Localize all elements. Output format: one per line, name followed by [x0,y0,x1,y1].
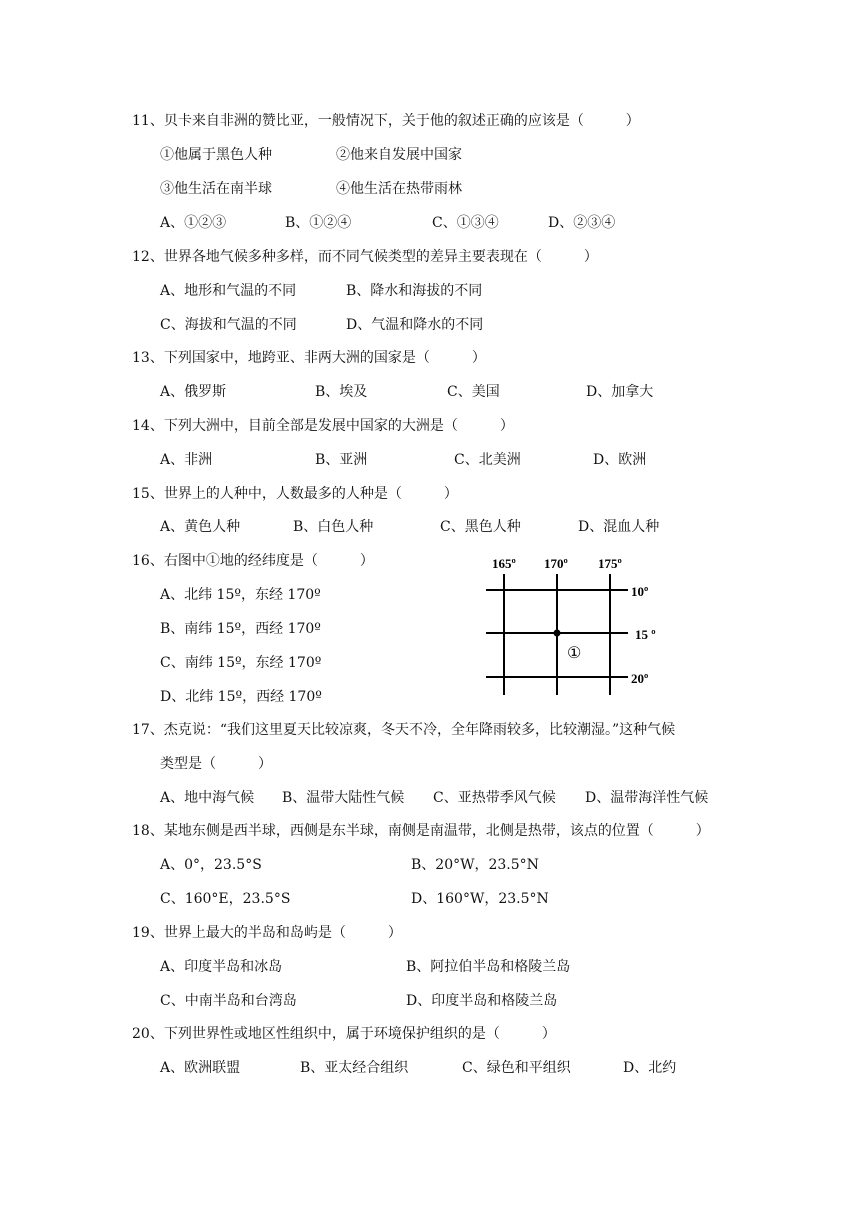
latitude-label-20: 20º [631,671,649,686]
location-marker-1: ① [567,645,582,662]
q11-option-c: C、①③④ [432,215,499,231]
q17-option-c: C、亚热带季风气候 [433,790,556,806]
q11-statement-2: ②他来自发展中国家 [336,147,462,163]
q13-option-a: A、俄罗斯 [160,384,227,400]
question-15-stem: 15、世界上的人种中，人数最多的人种是（ ） [132,486,458,502]
q13-option-b: B、埃及 [315,384,368,400]
question-13-stem: 13、下列国家中，地跨亚、非两大洲的国家是（ ） [132,350,486,366]
q19-option-a: A、印度半岛和冰岛 [160,959,283,975]
question-19-stem: 19、世界上最大的半岛和岛屿是（ ） [132,925,402,941]
q17-option-d: D、温带海洋性气候 [585,790,709,806]
q16-option-b: B、南纬 15º，西经 170º [160,621,321,637]
question-12-stem: 12、世界各地气候多种多样，而不同气候类型的差异主要表现在（ ） [132,249,598,265]
q19-option-d: D、印度半岛和格陵兰岛 [406,993,558,1009]
q15-option-a: A、黄色人种 [160,519,241,535]
q12-option-c: C、海拔和气温的不同 [160,317,297,333]
q20-option-a: A、欧洲联盟 [160,1060,241,1076]
q20-option-d: D、北约 [623,1060,677,1076]
q11-statement-4: ④他生活在热带雨林 [336,181,462,197]
q12-option-a: A、地形和气温的不同 [160,283,297,299]
question-18-stem: 18、某地东侧是西半球，西侧是东半球，南侧是南温带，北侧是热带，该点的位置（ ） [132,823,710,839]
q17-option-a: A、地中海气候 [160,790,255,806]
q12-option-b: B、降水和海拔的不同 [346,283,483,299]
question-17-stem-line1: 17、杰克说：“我们这里夏天比较凉爽，冬天不冷，全年降雨较多，比较潮湿。”这种气候 [132,722,676,738]
q20-option-c: C、绿色和平组织 [462,1060,571,1076]
question-20-stem: 20、下列世界性或地区性组织中，属于环境保护组织的是（ ） [132,1026,556,1042]
q17-option-b: B、温带大陆性气候 [282,790,405,806]
q11-option-a: A、①②③ [160,215,227,231]
q14-option-b: B、亚洲 [315,452,368,468]
q20-option-b: B、亚太经合组织 [300,1060,409,1076]
q18-option-d: D、160°W，23.5°N [411,891,549,907]
q14-option-c: C、北美洲 [454,452,521,468]
question-11-stem: 11、贝卡来自非洲的赞比亚，一般情况下，关于他的叙述正确的应该是（ ） [132,113,640,129]
q19-option-c: C、中南半岛和台湾岛 [160,993,297,1009]
latitude-label-10: 10º [631,584,649,599]
longitude-label-165: 165º [492,556,516,571]
q18-option-c: C、160°E，23.5°S [160,891,291,907]
latitude-label-15: 15 º [635,627,656,642]
q14-option-a: A、非洲 [160,452,213,468]
longitude-label-170: 170º [544,556,568,571]
q18-option-a: A、0°，23.5°S [160,857,262,873]
q16-option-a: A、北纬 15º，东经 170º [160,587,321,603]
q11-option-d: D、②③④ [548,215,616,231]
longitude-label-175: 175º [598,556,622,571]
location-point [554,630,561,637]
q15-option-c: C、黑色人种 [440,519,521,535]
q13-option-c: C、美国 [447,384,500,400]
q19-option-b: B、阿拉伯半岛和格陵兰岛 [406,959,571,975]
q16-option-d: D、北纬 15º，西经 170º [160,689,322,705]
lat-long-grid-figure [478,548,668,698]
q11-statement-3: ③他生活在南半球 [160,181,272,197]
q12-option-d: D、气温和降水的不同 [346,317,484,333]
q16-option-c: C、南纬 15º，东经 170º [160,655,322,671]
q15-option-b: B、白色人种 [293,519,374,535]
q18-option-b: B、20°W，23.5°N [411,857,539,873]
q11-statement-1: ①他属于黑色人种 [160,147,272,163]
q13-option-d: D、加拿大 [586,384,654,400]
question-17-stem-line2: 类型是（ ） [160,756,272,772]
q14-option-d: D、欧洲 [593,452,647,468]
question-14-stem: 14、下列大洲中，目前全部是发展中国家的大洲是（ ） [132,418,514,434]
q15-option-d: D、混血人种 [578,519,660,535]
question-16-stem: 16、右图中①地的经纬度是（ ） [132,553,374,569]
q11-option-b: B、①②④ [285,215,352,231]
